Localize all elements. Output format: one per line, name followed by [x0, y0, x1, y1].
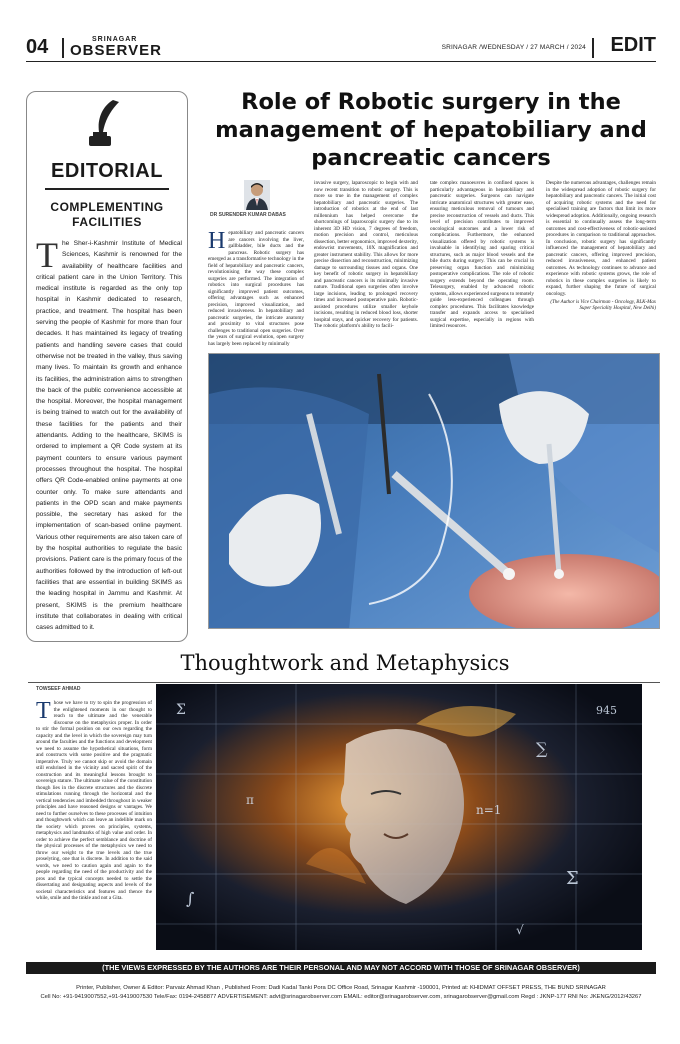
drop-cap: T	[36, 235, 58, 275]
column-text: epatobiliary and pancreatic cancers are cancers involving the liver, gallbladder, bile ducts and the pancreas. Robotic surgery has emerged as a transformative technology in the field of hepatobiliary and pancreatic cancers, revolutionising the way these complex surgeries are performed. The integration of robotics into surgical procedures has significantly improved patient outcomes, offering advantages such as enhanced precision, improved visualization, and reduced invasiveness. In hepatobiliary and pancreatic surgeries, the intricate anatomy and proximity to vital structures pose challenges to traditional open surgeries. Over the years of surgical evolution, open surgery has largely been replaced by minimally	[208, 230, 304, 347]
article-title: Role of Robotic surgery in the management of hepatobiliary and pancreatic cancers	[215, 89, 647, 171]
section-tag: EDIT	[610, 34, 656, 56]
editorial-headline: COMPLEMENTING FACILITIES	[50, 200, 164, 229]
article-body	[36, 700, 152, 952]
drop-cap: H	[208, 230, 226, 254]
author-name: TOWSEEF AHMAD	[36, 686, 81, 692]
author-photo	[244, 180, 270, 210]
author-name: DR SURENDER KUMAR DABAS	[210, 212, 286, 218]
svg-text:945: 945	[596, 704, 617, 717]
column-text: tate complex manoeuvres in confined spaces is particularly advantageous in hepatobiliary and pancreatic surgeries. Surgeons can navigate intricate anatomical structures with greater ease, ensuring meticulous removal of tumours and precise reconstruction of vessels and ducts. This level of precision contributes to improved oncological outcomes and a lower risk of complications. Furthermore, the enhanced visualization offered by robotic systems is invaluable in identifying and sparing critical structures, such as major blood vessels and the bile ducts during surgery. This can be crucial in preserving organ function and minimizing postoperative complications. The role of robotic surgery extends beyond the operating room. Telesurgery, enabled by advanced robotic systems, allows experienced surgeons to remotely guide less-experienced colleagues through complex procedures. This facilitates knowledge transfer and expands access to specialised surgical expertise, especially in regions with limited resources.	[430, 180, 534, 329]
article-column-3	[430, 180, 534, 350]
disclaimer-bar: (THE VIEWS EXPRESSED BY THE AUTHORS ARE THEIR PERSONAL AND MAY NOT ACCORD WITH THOSE OF SRINAGAR OBSERVER)	[26, 962, 656, 974]
editorial-box	[26, 91, 188, 642]
editorial-body	[36, 235, 182, 633]
imprint-line: Cell No: +91-9419007552,+91-9419007530 Tele/Fax: 0194-2458877 ADVERTISEMENT: advt@srinagarobserver.com EMAIL: editor@srinagarobserver.com, srinagarobserver@gmail.com Regd : JKNP-177 RNI No: JKENG/2012/43267	[40, 994, 642, 1000]
article-column-4	[546, 180, 656, 350]
masthead-divider	[62, 38, 64, 58]
paper-logo-big: OBSERVER	[70, 42, 162, 59]
paper-logo	[70, 36, 162, 58]
article-text: hose we have to try to spin the progression of the enlightened moments in our thought to reach to the ultimate and the venerable discourse on the metaphysics proper. In order to stir the formal position on our own regarding the capacity and the level in which the sovereign may turn around the faculties and the functions and development we need to assume the hypothetical situations, form and constructs with some positive and the pragmatic imperative. Truly we cannot skip or avoid the domain still enshrined in the vicinity and sacred spirit of the construction and its meaningful lessons brought to sovereign stature. The ultimate value of the constitution though lies in the discrete structures and the discrete stimulations running through the horizontal and the vertical tendencies and imbedded throughout in weaker principles and have reasoned designs or vantages. We need to further ourselves to these processes of intuition and thoughtwork which can leave an indelible mark on the society which proves on principles, systems, metaphysics and landmarks of high value and order. In order to achieve the perfect semblance and doctrine of the physical processes of the metaphysics we need to throw our weight to the true levels and the true proselyting, one that is discrete. In addition to the said words, we need to caution again and again to the people regarding the need of the productivity and the pros and the typical concepts needed to settle the dissertating and designating aspects and levels of the societal characteristics and features and thence the while, smile and the tinkle and not a Gita.	[36, 700, 152, 901]
svg-text:π: π	[246, 793, 254, 807]
imprint-line: Printer, Publisher, Owner & Editor: Parvaiz Ahmad Khan , Published From: Dadi Kadal Tanki Pora DC Office Road, Srinagar Kashmir -190001, Printed at: KHIDMAT OFFSET PRESS, THE BUND SRINAGAR	[76, 985, 606, 991]
svg-text:∫: ∫	[186, 889, 195, 908]
column-text: invasive surgery, laparoscopic to begin with and now recent transition to robotic surgery. This is more so true in the management of complex hepatobiliary and pancreatic surgeries. The introduction of robotics at the end of last millennium has helped overcome the shortcomings of laparoscopic surgery due to its inherent 3D HD vision, 7 degrees of freedom, motion precision and control, meticulous dissection, better ergonomics, improved dexterity, endowrist movements, 10X magnification and greater instrument stability. This allows for more precise dissection and reconstruction, minimizing damage to surrounding tissues and organs. One key benefit of robotic surgery in hepatobiliary and pancreatic cancers is its minimally invasive nature. Traditional open surgeries often involve large incisions, leading to prolonged recovery times and increased postoperative pain. Robotic-assisted procedures utilize smaller keyhole incisions, resulting in reduced blood loss, shorter hospital stays, and quicker recovery for patients. The robotic platform's ability to facili-	[314, 180, 418, 329]
svg-text:Σ: Σ	[566, 868, 579, 889]
dateline: SRINAGAR /WEDNESDAY / 27 MARCH / 2024	[441, 44, 586, 51]
editorial-text: he Sher-i-Kashmir Institute of Medical Sciences, Kashmir is renowned for the availability of healthcare facilities and critical patient care in the Union Territory. This medical institute is regarded as the only top hospital in Kashmir dedicated to research, practice, and treatment. The hospital has been serving the people of Kashmir for more than four decades. It has maintained its legacy of treating patients and handling severe cases that could otherwise not be treated in the valley, thus saving many lives. To maintain its growth and enhance its facilities, the administration aims to strengthen the back of the public convenience accessible at the hospital. Moreover, the hospital management is being trained to watch out for the availability of these facilities for the patients and their attendants. Adding to the healthcare, SKIMS is ordered to implement a QR Code system at its payment counters to ensure various payment processes throughout the hospital. The hospital offers QR Code-enabled online payments at one counter only. To make sure attendants and patients in the OPD scan and make payments possible, the secretary has asked for the implementation of scan-based online payment. Various other requirements are also taken care of by the hospital authorities to regulate the basic provisions. Patient care is the primary focus of the authorities followed by the introduction of left-out facilities that are essential in building SKIMS as the leading hospital in Jammu and Kashmir. At present, SKIMS is the premium healthcare institute that collaborates in dealing with critical cases admitted to it.	[36, 240, 182, 632]
masthead-divider	[592, 38, 594, 58]
imprint	[26, 984, 656, 1002]
metaphysics-illustration	[156, 684, 642, 950]
page-number: 04	[26, 36, 49, 58]
article-title: Thoughtwork and Metaphysics	[180, 651, 510, 675]
svg-text:√: √	[516, 923, 524, 937]
quill-inkwell-icon	[83, 98, 127, 148]
author-byline: (The Author is Vice Chairman - Oncology, BLK-Max Super Speciality Hospital, New Delhi)	[550, 300, 656, 312]
surgery-photo	[208, 353, 660, 629]
article-column-2	[314, 180, 418, 350]
svg-text:Σ: Σ	[176, 702, 186, 718]
article-column-1	[208, 230, 304, 350]
svg-text:∑: ∑	[536, 739, 548, 758]
masthead	[26, 34, 656, 62]
divider	[45, 188, 169, 190]
divider	[28, 682, 660, 683]
editorial-label: EDITORIAL	[51, 160, 163, 182]
column-text: Despite the numerous advantages, challenges remain in the widespread adoption of robotic surgery for hepatobiliary and pancreatic cancers. The initial cost of acquiring robotic systems and the need for specialised training are factors that limit its more widespread adoption. Additionally, ongoing research is essential to continually assess the long-term outcomes and cost-effectiveness of robotic-assisted procedures in comparison to traditional approaches. In conclusion, robotic surgery has significantly influenced the management of hepatobiliary and pancreatic cancers, offering improved precision, reduced invasiveness, and enhanced patient outcomes. As technology continues to advance and experience with robotic systems grows, the role of robotics in these complex surgeries is likely to expand, further shaping the future of surgical oncology.	[546, 180, 656, 297]
drop-cap: T	[36, 700, 51, 724]
paper-logo-small: SRINAGAR	[92, 36, 138, 43]
svg-text:n=1: n=1	[476, 803, 502, 817]
